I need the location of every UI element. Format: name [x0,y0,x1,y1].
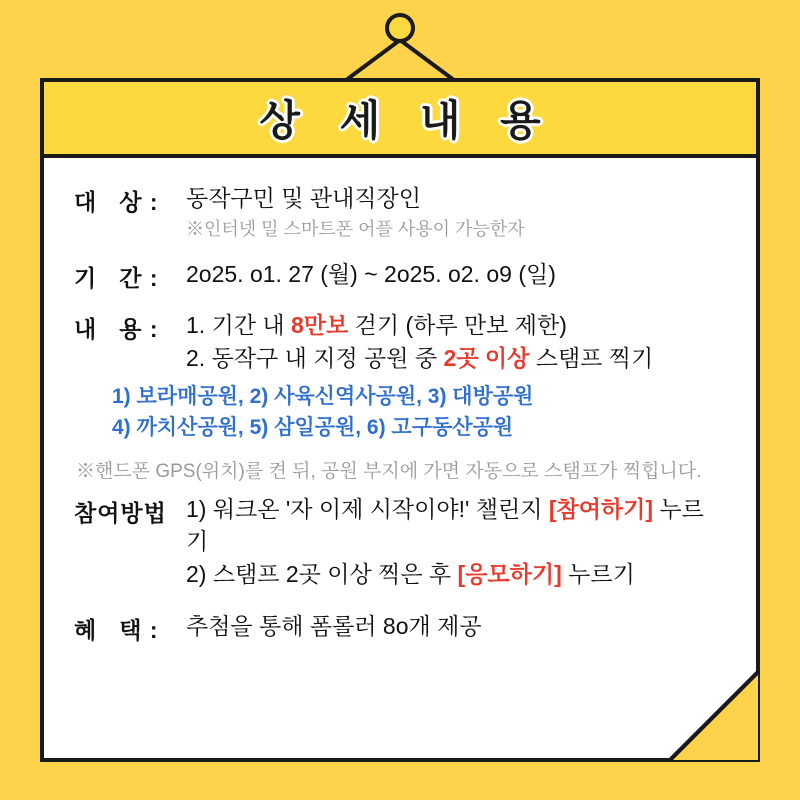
row-content-label: 내 용 : [74,316,159,343]
row-target-label-second: 상 [119,189,143,215]
row-period [74,258,726,293]
join-line-2-post: 누르기 [561,560,635,587]
row-period-content [186,258,726,291]
join-line-1 [186,493,726,558]
row-target-label: 대 상 : [74,189,159,215]
join-line-2-pre: 2) 스탬프 2곳 이상 찍은 후 [186,560,458,587]
row-target-label-first: 대 [74,189,98,215]
content-line-2-pre: 2. 동작구 내 지정 공원 중 [186,344,444,371]
content-line-2-highlight: 2곳 이상 [443,344,530,371]
park-list-line-1: 1) 보라매공원, 2) 사육신역사공원, 3) 대방공원 [112,384,534,408]
row-benefit-content [186,610,726,643]
row-benefit-label: 혜 택 : [74,617,159,644]
join-line-1-post: 누르기 [186,495,704,555]
content-line-1-pre: 1. 기간 내 [186,312,292,339]
row-benefit [74,610,726,645]
join-line-2 [186,558,726,591]
join-line-1-pre: 1) 워크온 '자 이제 시작이야!' 챌린지 [186,495,549,522]
row-benefit-label-first: 혜 [74,617,98,644]
card-body [44,158,756,645]
row-content [74,309,726,374]
row-target-note: ※인터넷 밀 스마트폰 어플 사용이 가능한자 [186,218,525,239]
folded-corner-decoration [668,670,760,762]
content-line-2 [186,342,726,375]
detail-card [40,78,760,762]
row-join-method [74,493,726,591]
content-line-1-post: 걷기 (하루 만보 제한) [348,312,567,339]
row-period-label-second: 간 [119,265,143,292]
row-benefit-label-second: 택 [119,617,143,644]
content-line-1 [186,309,726,342]
join-line-1-highlight: [참여하기] [548,495,654,522]
content-line-1-highlight: 8만보 [291,312,349,339]
row-join-method-label: 참여방법 [74,499,167,526]
page-title: 상 세 내 용 [259,97,555,144]
card-title-bar [44,82,756,158]
row-period-label: 기 간 : [74,265,159,292]
row-benefit-value: 추첨을 통해 폼롤러 8o개 제공 [186,613,482,640]
gps-note: ※핸드폰 GPS(위치)를 켠 뒤, 공원 부지에 가면 자동으로 스탬프가 찍힙니다. [76,460,702,482]
row-target-content [186,182,726,242]
row-period-value: 2o25. o1. 27 (월) ~ 2o25. o2. o9 (일) [186,261,556,288]
row-content-label-first: 내 [74,316,98,343]
row-target-value: 동작구민 및 관내직장인 [186,185,421,211]
row-content-label-second: 용 [119,316,143,343]
row-target [74,182,726,242]
content-line-2-post: 스탬프 찍기 [529,344,654,371]
row-period-label-first: 기 [74,265,98,292]
join-line-2-highlight: [응모하기] [457,560,562,587]
row-join-method-content [186,493,726,591]
park-list-line-2: 4) 까치산공원, 5) 삼일공원, 6) 고구동산공원 [112,416,514,440]
row-content-body [186,309,726,374]
